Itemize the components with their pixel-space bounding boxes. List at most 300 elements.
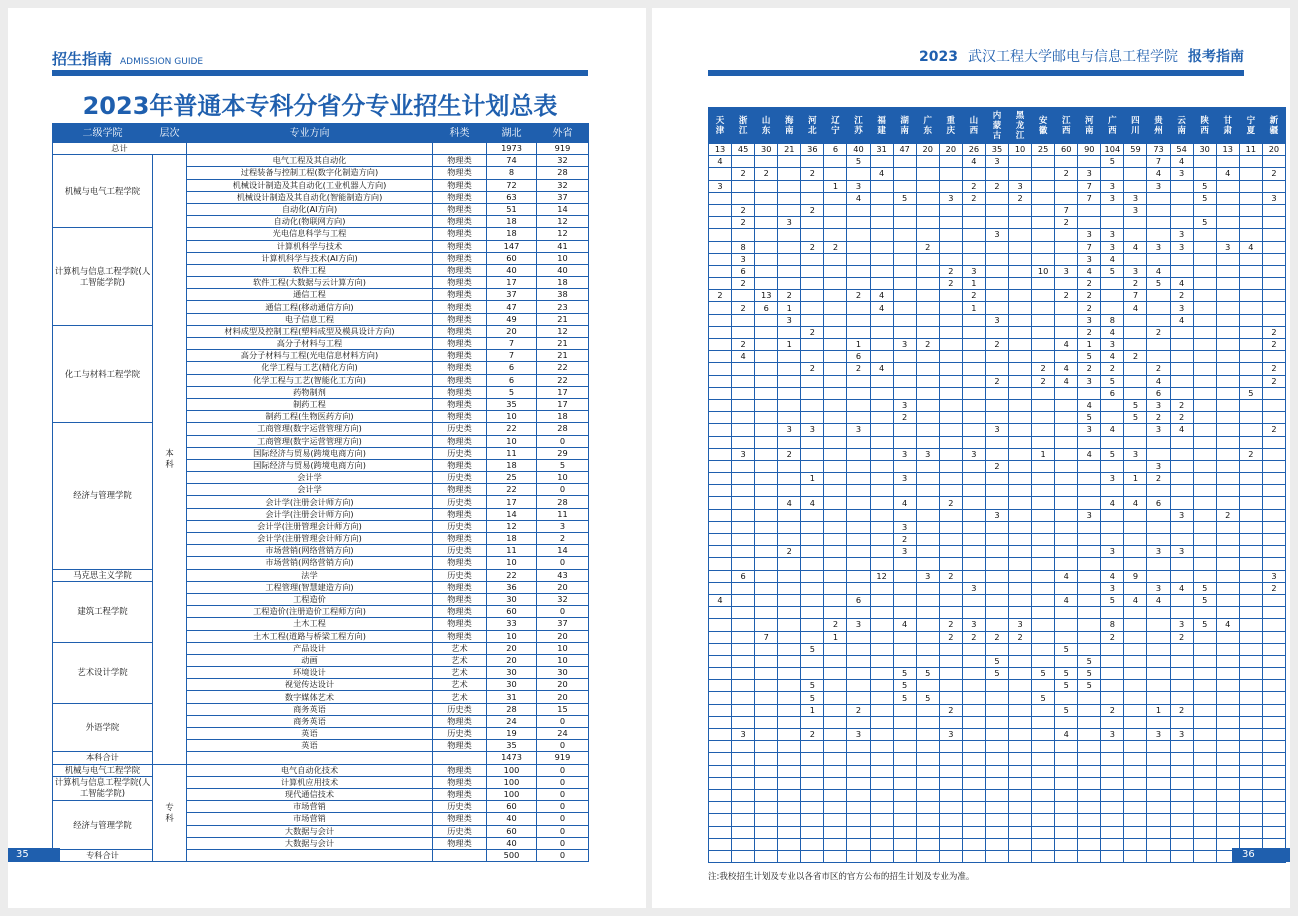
province-cell bbox=[1032, 168, 1055, 180]
province-cell bbox=[709, 838, 732, 850]
province-cell bbox=[1009, 399, 1032, 411]
cell-category: 物理类 bbox=[433, 167, 487, 179]
province-cell bbox=[1147, 448, 1170, 460]
province-cell bbox=[1101, 826, 1124, 838]
province-cell bbox=[778, 229, 801, 241]
cell-major: 大数据与会计 bbox=[187, 825, 433, 837]
province-cell bbox=[1101, 668, 1124, 680]
province-cell bbox=[1101, 168, 1124, 180]
province-cell bbox=[939, 217, 962, 229]
province-cell bbox=[939, 460, 962, 472]
cell-major: 药物制剂 bbox=[187, 386, 433, 398]
cell-hubei: 36 bbox=[487, 581, 537, 593]
cell-other: 12 bbox=[537, 325, 589, 337]
table-row bbox=[709, 485, 1286, 497]
province-cell bbox=[939, 509, 962, 521]
province-cell bbox=[1216, 497, 1239, 509]
province-cell bbox=[962, 521, 985, 533]
province-cell bbox=[893, 704, 916, 716]
province-cell bbox=[1170, 204, 1193, 216]
province-total: 26 bbox=[962, 144, 985, 156]
cell-other: 2 bbox=[537, 533, 589, 545]
province-cell bbox=[847, 716, 870, 728]
cell-major: 会计学 bbox=[187, 484, 433, 496]
province-cell bbox=[985, 363, 1008, 375]
province-cell: 3 bbox=[1170, 241, 1193, 253]
province-cell bbox=[893, 558, 916, 570]
province-header bbox=[824, 108, 847, 144]
province-cell bbox=[870, 448, 893, 460]
province-cell bbox=[893, 753, 916, 765]
table-row bbox=[709, 326, 1286, 338]
province-cell bbox=[1239, 278, 1262, 290]
province-cell: 3 bbox=[732, 448, 755, 460]
province-cell bbox=[1262, 460, 1285, 472]
province-cell bbox=[847, 314, 870, 326]
province-cell bbox=[1009, 485, 1032, 497]
province-cell bbox=[1009, 375, 1032, 387]
province-cell: 4 bbox=[1078, 399, 1101, 411]
province-cell: 4 bbox=[801, 497, 824, 509]
province-total: 10 bbox=[1009, 144, 1032, 156]
province-cell: 2 bbox=[939, 619, 962, 631]
cell-category: 物理类 bbox=[433, 338, 487, 350]
province-cell bbox=[1032, 156, 1055, 168]
cell-major: 工商管理(数字运营管理方向) bbox=[187, 435, 433, 447]
province-cell bbox=[1124, 460, 1147, 472]
cell-category: 物理类 bbox=[433, 557, 487, 569]
province-name: 山东 bbox=[761, 115, 771, 136]
cell-major: 市场营销(网络营销方向) bbox=[187, 545, 433, 557]
province-cell: 1 bbox=[847, 339, 870, 351]
province-cell bbox=[709, 509, 732, 521]
province-cell bbox=[709, 704, 732, 716]
province-cell bbox=[1170, 594, 1193, 606]
province-cell bbox=[1124, 339, 1147, 351]
province-cell bbox=[1193, 204, 1216, 216]
province-cell: 3 bbox=[847, 424, 870, 436]
province-cell: 2 bbox=[916, 339, 939, 351]
province-cell bbox=[824, 253, 847, 265]
province-name: 海南 bbox=[785, 115, 794, 136]
cell-major: 数字媒体艺术 bbox=[187, 691, 433, 703]
province-cell bbox=[1216, 412, 1239, 424]
province-cell bbox=[985, 802, 1008, 814]
province-cell: 12 bbox=[870, 570, 893, 582]
province-cell: 3 bbox=[962, 448, 985, 460]
province-cell bbox=[1239, 802, 1262, 814]
table-row bbox=[709, 314, 1286, 326]
province-cell: 2 bbox=[801, 729, 824, 741]
province-cell bbox=[962, 594, 985, 606]
province-cell bbox=[755, 607, 778, 619]
province-cell: 3 bbox=[1170, 229, 1193, 241]
province-cell: 3 bbox=[1170, 729, 1193, 741]
province-cell bbox=[1262, 655, 1285, 667]
province-cell bbox=[916, 680, 939, 692]
province-cell bbox=[1193, 826, 1216, 838]
province-cell: 2 bbox=[1147, 363, 1170, 375]
province-cell bbox=[893, 765, 916, 777]
province-cell bbox=[824, 326, 847, 338]
province-cell bbox=[847, 253, 870, 265]
province-cell bbox=[709, 229, 732, 241]
province-cell bbox=[962, 655, 985, 667]
province-cell bbox=[1032, 729, 1055, 741]
cell-major: 制药工程 bbox=[187, 398, 433, 410]
province-cell: 2 bbox=[1078, 278, 1101, 290]
province-cell bbox=[847, 509, 870, 521]
province-cell bbox=[985, 412, 1008, 424]
province-cell bbox=[847, 680, 870, 692]
table-row bbox=[709, 741, 1286, 753]
province-cell bbox=[709, 326, 732, 338]
province-cell: 3 bbox=[893, 448, 916, 460]
province-cell bbox=[801, 351, 824, 363]
province-cell bbox=[1032, 594, 1055, 606]
province-cell bbox=[1055, 777, 1078, 789]
province-cell bbox=[1078, 436, 1101, 448]
province-cell bbox=[939, 826, 962, 838]
province-cell: 3 bbox=[1055, 265, 1078, 277]
province-cell bbox=[939, 424, 962, 436]
province-cell: 3 bbox=[847, 180, 870, 192]
cell-major: 商务英语 bbox=[187, 715, 433, 727]
cell-hubei: 40 bbox=[487, 813, 537, 825]
province-cell bbox=[1147, 229, 1170, 241]
province-cell bbox=[962, 241, 985, 253]
province-cell bbox=[1032, 680, 1055, 692]
province-cell bbox=[1032, 643, 1055, 655]
province-cell bbox=[709, 521, 732, 533]
table-row bbox=[709, 241, 1286, 253]
cell-major: 化学工程与工艺(精化方向) bbox=[187, 362, 433, 374]
level-label: 本科 bbox=[165, 448, 174, 470]
province-cell bbox=[1262, 692, 1285, 704]
province-cell: 4 bbox=[1147, 594, 1170, 606]
province-cell bbox=[939, 387, 962, 399]
province-cell bbox=[1009, 594, 1032, 606]
province-cell bbox=[893, 253, 916, 265]
province-cell: 2 bbox=[732, 278, 755, 290]
cell-hubei: 31 bbox=[487, 691, 537, 703]
province-cell bbox=[709, 497, 732, 509]
province-cell bbox=[1101, 753, 1124, 765]
province-cell bbox=[870, 460, 893, 472]
province-cell bbox=[1216, 436, 1239, 448]
province-cell bbox=[1009, 789, 1032, 801]
province-cell bbox=[1055, 156, 1078, 168]
cell-major: 制药工程(生物医药方向) bbox=[187, 411, 433, 423]
province-name: 贵州 bbox=[1154, 115, 1163, 136]
province-cell bbox=[1032, 180, 1055, 192]
province-cell bbox=[962, 387, 985, 399]
province-cell bbox=[732, 826, 755, 838]
province-cell bbox=[962, 789, 985, 801]
province-cell bbox=[1055, 497, 1078, 509]
province-cell: 5 bbox=[1239, 387, 1262, 399]
province-cell bbox=[1055, 387, 1078, 399]
province-cell: 2 bbox=[732, 339, 755, 351]
province-cell bbox=[916, 412, 939, 424]
province-cell bbox=[870, 546, 893, 558]
province-cell bbox=[732, 643, 755, 655]
province-cell bbox=[1170, 180, 1193, 192]
province-cell bbox=[1262, 241, 1285, 253]
col-level: 层次 bbox=[153, 124, 187, 143]
guide-title-cn: 招生指南 bbox=[52, 50, 113, 68]
province-cell bbox=[1216, 716, 1239, 728]
province-cell bbox=[1193, 436, 1216, 448]
province-cell bbox=[1124, 229, 1147, 241]
province-name: 山西 bbox=[969, 115, 979, 136]
province-cell bbox=[824, 265, 847, 277]
province-cell bbox=[985, 558, 1008, 570]
province-cell bbox=[1147, 765, 1170, 777]
province-cell bbox=[916, 290, 939, 302]
province-cell bbox=[1078, 485, 1101, 497]
province-cell bbox=[824, 436, 847, 448]
cell-hubei: 19 bbox=[487, 728, 537, 740]
province-total: 73 bbox=[1147, 144, 1170, 156]
province-cell: 4 bbox=[732, 351, 755, 363]
province-header bbox=[755, 108, 778, 144]
province-cell bbox=[1055, 655, 1078, 667]
enrollment-table bbox=[52, 123, 589, 862]
province-cell bbox=[1262, 156, 1285, 168]
cell-hubei: 49 bbox=[487, 313, 537, 325]
cell-category: 物理类 bbox=[433, 459, 487, 471]
province-cell: 4 bbox=[1055, 594, 1078, 606]
province-cell bbox=[755, 655, 778, 667]
table-row bbox=[53, 423, 589, 435]
cell-major: 土木工程 bbox=[187, 618, 433, 630]
province-cell: 4 bbox=[1170, 314, 1193, 326]
province-cell: 5 bbox=[1055, 668, 1078, 680]
province-cell: 2 bbox=[1009, 631, 1032, 643]
table-row bbox=[709, 655, 1286, 667]
table-row bbox=[709, 570, 1286, 582]
province-cell bbox=[1009, 265, 1032, 277]
province-cell bbox=[1009, 765, 1032, 777]
left-page bbox=[8, 8, 646, 908]
province-cell: 8 bbox=[1101, 314, 1124, 326]
table-row bbox=[709, 802, 1286, 814]
province-cell bbox=[778, 729, 801, 741]
province-cell: 3 bbox=[985, 509, 1008, 521]
province-cell bbox=[1147, 692, 1170, 704]
province-cell bbox=[1193, 741, 1216, 753]
cell-category: 物理类 bbox=[433, 374, 487, 386]
province-cell bbox=[732, 229, 755, 241]
province-header bbox=[1239, 108, 1262, 144]
province-cell: 3 bbox=[1147, 241, 1170, 253]
province-cell bbox=[870, 789, 893, 801]
province-cell bbox=[1032, 436, 1055, 448]
province-cell: 3 bbox=[1147, 399, 1170, 411]
province-cell bbox=[755, 509, 778, 521]
province-cell bbox=[847, 326, 870, 338]
province-cell bbox=[916, 229, 939, 241]
province-cell bbox=[1055, 546, 1078, 558]
province-cell bbox=[1239, 777, 1262, 789]
province-cell bbox=[1147, 485, 1170, 497]
province-cell bbox=[1239, 643, 1262, 655]
province-cell bbox=[870, 619, 893, 631]
province-cell bbox=[1032, 777, 1055, 789]
province-cell: 6 bbox=[732, 570, 755, 582]
cell-hubei: 33 bbox=[487, 618, 537, 630]
province-cell bbox=[1170, 326, 1193, 338]
province-cell bbox=[1009, 546, 1032, 558]
cell-other: 18 bbox=[537, 277, 589, 289]
table-row bbox=[709, 180, 1286, 192]
province-cell bbox=[1055, 485, 1078, 497]
province-cell: 2 bbox=[939, 631, 962, 643]
province-cell bbox=[1101, 558, 1124, 570]
province-cell bbox=[755, 558, 778, 570]
province-cell bbox=[801, 314, 824, 326]
province-cell bbox=[801, 375, 824, 387]
province-cell bbox=[962, 314, 985, 326]
cell-major: 动画 bbox=[187, 654, 433, 666]
province-cell bbox=[1193, 485, 1216, 497]
province-cell: 3 bbox=[1170, 302, 1193, 314]
province-cell bbox=[778, 363, 801, 375]
province-cell: 7 bbox=[1147, 156, 1170, 168]
province-cell bbox=[801, 436, 824, 448]
cell-other: 28 bbox=[537, 167, 589, 179]
province-total: 31 bbox=[870, 144, 893, 156]
province-cell bbox=[1124, 765, 1147, 777]
province-cell bbox=[1124, 156, 1147, 168]
province-cell bbox=[1055, 302, 1078, 314]
cell-hubei: 35 bbox=[487, 740, 537, 752]
province-cell bbox=[1009, 448, 1032, 460]
province-cell bbox=[778, 399, 801, 411]
province-cell bbox=[1193, 326, 1216, 338]
cell-category: 物理类 bbox=[433, 277, 487, 289]
province-cell bbox=[1193, 765, 1216, 777]
province-cell bbox=[1147, 619, 1170, 631]
province-cell bbox=[801, 399, 824, 411]
province-cell bbox=[1124, 485, 1147, 497]
province-cell bbox=[1193, 156, 1216, 168]
cell-hubei: 7 bbox=[487, 338, 537, 350]
province-cell: 5 bbox=[1078, 351, 1101, 363]
province-cell: 5 bbox=[1193, 192, 1216, 204]
province-cell bbox=[1124, 777, 1147, 789]
cell-hubei: 20 bbox=[487, 642, 537, 654]
province-cell bbox=[1124, 838, 1147, 850]
cell-other: 0 bbox=[537, 825, 589, 837]
province-cell bbox=[893, 850, 916, 862]
province-header bbox=[962, 108, 985, 144]
province-cell bbox=[1009, 655, 1032, 667]
province-cell bbox=[893, 643, 916, 655]
province-cell bbox=[755, 473, 778, 485]
province-cell: 4 bbox=[870, 168, 893, 180]
province-cell: 3 bbox=[893, 473, 916, 485]
cell-major: 机械设计制造及其自动化(智能制造方向) bbox=[187, 191, 433, 203]
province-cell bbox=[916, 534, 939, 546]
province-cell bbox=[1170, 473, 1193, 485]
province-cell bbox=[1055, 802, 1078, 814]
province-cell: 1 bbox=[824, 631, 847, 643]
province-cell bbox=[1078, 850, 1101, 862]
province-cell: 1 bbox=[778, 302, 801, 314]
college-cell: 外语学院 bbox=[53, 703, 153, 752]
cell-other: 0 bbox=[537, 435, 589, 447]
province-cell bbox=[1055, 424, 1078, 436]
province-cell bbox=[732, 387, 755, 399]
province-cell bbox=[1009, 838, 1032, 850]
province-cell bbox=[1124, 607, 1147, 619]
province-cell bbox=[1147, 204, 1170, 216]
cell-other: 24 bbox=[537, 728, 589, 740]
province-cell bbox=[893, 741, 916, 753]
province-cell bbox=[939, 753, 962, 765]
province-total: 20 bbox=[916, 144, 939, 156]
province-header bbox=[1216, 108, 1239, 144]
col-college: 二级学院 bbox=[53, 124, 153, 143]
province-cell: 4 bbox=[1216, 168, 1239, 180]
province-cell bbox=[1124, 217, 1147, 229]
province-cell bbox=[824, 729, 847, 741]
province-cell bbox=[893, 509, 916, 521]
province-cell bbox=[1216, 802, 1239, 814]
province-total: 30 bbox=[755, 144, 778, 156]
province-cell: 2 bbox=[847, 290, 870, 302]
province-cell bbox=[985, 680, 1008, 692]
province-total: 40 bbox=[847, 144, 870, 156]
province-cell bbox=[1170, 668, 1193, 680]
province-cell bbox=[893, 460, 916, 472]
province-cell bbox=[916, 655, 939, 667]
province-cell bbox=[801, 253, 824, 265]
province-cell bbox=[1193, 290, 1216, 302]
province-cell bbox=[709, 302, 732, 314]
province-cell bbox=[1078, 570, 1101, 582]
province-cell bbox=[939, 412, 962, 424]
province-cell bbox=[732, 436, 755, 448]
province-cell bbox=[778, 802, 801, 814]
cell-other: 23 bbox=[537, 301, 589, 313]
province-cell bbox=[985, 838, 1008, 850]
province-cell bbox=[1216, 534, 1239, 546]
province-cell bbox=[755, 399, 778, 411]
province-cell bbox=[916, 777, 939, 789]
province-cell bbox=[1032, 412, 1055, 424]
province-cell bbox=[870, 387, 893, 399]
cell-hubei: 17 bbox=[487, 496, 537, 508]
province-cell bbox=[778, 278, 801, 290]
cell-category: 艺术 bbox=[433, 691, 487, 703]
province-cell bbox=[709, 716, 732, 728]
province-cell bbox=[847, 582, 870, 594]
province-cell bbox=[1124, 741, 1147, 753]
province-cell bbox=[778, 351, 801, 363]
province-cell bbox=[1262, 789, 1285, 801]
province-cell bbox=[985, 850, 1008, 862]
province-cell bbox=[962, 509, 985, 521]
province-cell bbox=[1078, 534, 1101, 546]
province-cell bbox=[778, 680, 801, 692]
province-cell bbox=[870, 814, 893, 826]
province-cell bbox=[709, 204, 732, 216]
cell-category: 艺术 bbox=[433, 667, 487, 679]
cell-other: 0 bbox=[537, 776, 589, 788]
